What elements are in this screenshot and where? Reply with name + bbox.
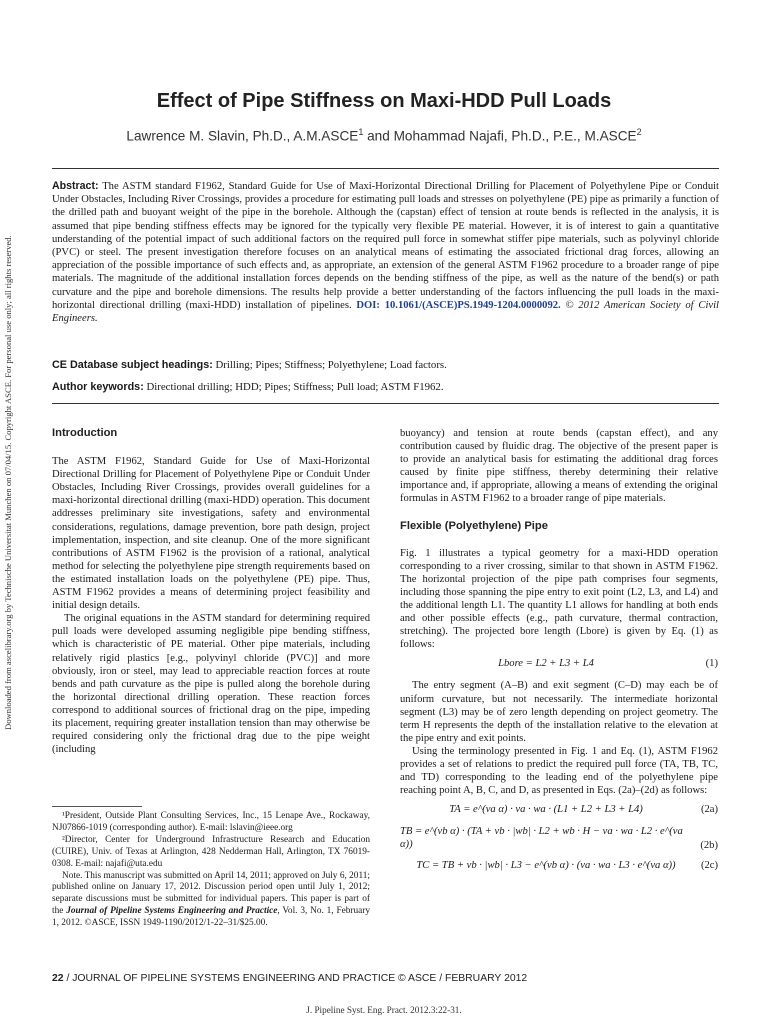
author-2-affiliation-mark: 2 xyxy=(636,127,642,137)
equation-2b-number: (2b) xyxy=(700,840,718,852)
equation-2c xyxy=(400,859,718,875)
paper-title: Effect of Pipe Stiffness on Maxi-HDD Pull Loads xyxy=(156,90,612,112)
left-column xyxy=(52,427,370,756)
author-keywords xyxy=(52,381,719,393)
page-footer xyxy=(52,973,719,984)
footnote-2: ²Director, Center for Underground Infrastructure Research and Education (CUIRE), Univ. of Texas at Arlington, 428 Nedderman Hall, Arlington, TX 76019-0308. E-mail: najafi@uta.edu xyxy=(52,834,370,869)
author-keywords-label: Author keywords: xyxy=(52,381,144,393)
right-column xyxy=(400,427,718,881)
page-number: 22 xyxy=(52,973,64,984)
intro-paragraph-1: The ASTM F1962, Standard Guide for Use of Maxi-Horizontal Directional Drilling for Placement of Polyethylene Pipe or Conduit Under Obstacles, Including River Crossings, provides overall guidelines for a maxi-horizontal directional drilling (maxi-HDD) operation. This document addresses preliminary site investigations, safety and environmental considerations, regulations, damage prevention, bore path design, project implementation, inspection, and site cleanup. One of the more significant contributions of ASTM F1962 is the provision of a rational, analytical method for selecting the polyethylene pipe strength requirements based on the estimated installation loads on the polyethylene (PE) pipe. Thus, ASTM F1962 provides a means of determining project feasibility and initial design details. xyxy=(52,456,370,612)
abstract xyxy=(52,180,719,325)
top-rule xyxy=(52,168,719,169)
author-2: Mohammad Najafi, Ph.D., P.E., M.ASCE xyxy=(393,128,637,144)
right-paragraph-2: The entry segment (A–B) and exit segment (C–D) may each be of uniform curvature, but not necessarily. The intermediate horizontal segment (L3) may be of zero length depending on project geometry. The term H represents the depth of the installation relative to the elevation at the pipe entry and exit points. xyxy=(400,680,718,744)
citation-line: J. Pipeline Syst. Eng. Pract. 2012.3:22-31. xyxy=(306,1005,462,1015)
equation-1-number: (1) xyxy=(705,658,718,670)
abstract-copyright: © 2012 American Society of Civil Engineers. xyxy=(52,299,719,325)
equation-2a xyxy=(400,803,718,819)
manuscript-note xyxy=(52,871,370,931)
flexible-pipe-heading: Flexible (Polyethylene) Pipe xyxy=(400,519,548,532)
ce-headings-label: CE Database subject headings: xyxy=(52,359,213,371)
equation-1 xyxy=(400,657,718,673)
equation-2c-expression: TC = TB + νb · |wb| · L3 − e^(νb α) · (νa · wa · L3 · e^(νa α)) xyxy=(416,860,676,872)
equation-2a-expression: TA = e^(νa α) · νa · wa · (L1 + L2 + L3 + L4) xyxy=(449,804,643,816)
abstract-label: Abstract: xyxy=(52,180,99,192)
author-keywords-text: Directional drilling; HDD; Pipes; Stiffness; Pull load; ASTM F1962. xyxy=(143,381,444,393)
equation-2a-number: (2a) xyxy=(700,804,718,816)
equation-2c-number: (2c) xyxy=(700,860,718,872)
doi-link[interactable]: DOI: 10.1061/(ASCE)PS.1949-1204.0000092. xyxy=(356,299,561,311)
intro-paragraph-2: The original equations in the ASTM standard for determining required pull loads were developed assuming negligible pipe bending stiffness, which is characteristic of PE material. Other pipe materials, including relatively rigid plastics [e.g., polyvinyl chloride (PVC)] and more obviously, iron or steel, may lead to appreciable reaction forces at route bends and path curvature as the pipe is pulled along the borehole during the horizontal directional drilling operation. These reaction forces correspond to additional sources of frictional drag on the pipe, impeding its placement, requiring greater installation tension than may otherwise be required considering only the frictional drag due to the pipe weight (including xyxy=(52,613,370,756)
equation-2b xyxy=(400,825,718,853)
equation-1-expression: Lbore = L2 + L3 + L4 xyxy=(498,658,594,670)
author-line xyxy=(0,127,768,144)
abstract-bottom-rule xyxy=(52,403,719,404)
journal-name: Journal of Pipeline Systems Engineering and Practice xyxy=(66,906,278,917)
author-separator: and xyxy=(363,128,394,144)
journal-footer-text: / JOURNAL OF PIPELINE SYSTEMS ENGINEERING AND PRACTICE © ASCE / FEBRUARY 2012 xyxy=(63,973,528,984)
footnotes xyxy=(52,811,370,930)
footnote-1: ¹President, Outside Plant Consulting Services, Inc., 15 Lenape Ave., Rockaway, NJ07866-1019 (corresponding author). E-mail: lslavin@ieee.org xyxy=(52,811,370,833)
footnote-rule xyxy=(52,806,142,807)
download-notice xyxy=(3,210,17,730)
author-1-affiliation-mark: 1 xyxy=(358,127,364,137)
note-part-a: Note. This manuscript was submitted on April 14, 2011; approved on July 6, 2011; published online on January 17, 2012. Discussion period open until July 1, 2012; separate discussions must be submitted for individual papers. This paper is part of the xyxy=(52,870,370,917)
introduction-heading: Introduction xyxy=(52,427,118,439)
equation-2b-expression: TB = e^(νb α) · (TA + νb · |wb| · L2 + wb · H − νa · wa · L2 · e^(νa α)) xyxy=(400,826,683,851)
right-paragraph-1: Fig. 1 illustrates a typical geometry for a maxi-HDD operation corresponding to a river crossing, similar to that shown in ASTM F1962. The horizontal projection of the pipe path comprises four segments, including those spanning the pipe entry to exit point (L2, L3, and L4) and the additional length L1. The quantity L1 allows for handling at both ends and other possible effects (e.g., path curvature, thermal contraction, stretching). The projected bore length (Lbore) is given by Eq. (1) as follows: xyxy=(400,547,718,651)
author-1: Lawrence M. Slavin, Ph.D., A.M.ASCE xyxy=(126,128,359,144)
note-part-b: , Vol. 3, No. 1, February 1, 2012. ©ASCE, ISSN 1949-1190/2012/1-22–31/$25.00. xyxy=(52,906,371,929)
ce-subject-headings xyxy=(52,359,719,371)
ce-headings-text: Drilling; Pipes; Stiffness; Polyethylene; Load factors. xyxy=(212,359,447,371)
right-paragraph-3: Using the terminology presented in Fig. 1 and Eq. (1), ASTM F1962 provides a set of relations to predict the required pull force (TA, TB, TC, and TD) corresponding to the leading end of the polyethylene pipe reaching point A, B, C, and D, as presented in Eqs. (2a)–(2d) as follows: xyxy=(400,745,718,797)
right-paragraph-0: buoyancy) and tension at route bends (capstan effect), and any contribution caused by fluidic drag. The objective of the present paper is to provide an analytical basis for estimating the additional drag forces caused by finite pipe stiffness, thereby determining their relative importance and, if appropriate, allowing a means of extending the original formulas in ASTM F1962 to a broader range of pipe materials. xyxy=(400,428,718,505)
abstract-text: The ASTM standard F1962, Standard Guide for Use of Maxi-Horizontal Directional Drilling for Placement of Polyethylene Pipe or Conduit Under Obstacles, Including River Crossings, provides a procedure for estimating pull loads and stresses on polyethylene (PE) pipe as primarily a function of the drilled path and buoyant weight of the pipe in the borehole. Although the (capstan) effect of tension at route bends is reflected in the analysis, it is assumed that pipe bending stiffness effects may be ignored for the typically very flexible PE material. However, it is of interest to gain a quantitative understanding of the potential impact of such additional factors on the required pull force in somewhat stiffer pipe materials, such as polyvinyl chloride (PVC) or steel. The present investigation therefore focuses on an analytical means of estimating the associated frictional drag forces, allowing an appreciation of the possible importance of such effects and, as appropriate, an extension of the general ASTM F1962 procedure to a broader range of pipe materials. The magnitude of the additional installation forces depends on the bending stiffness of the pipe, as well as the nature of the bend(s) or path curvature and the pipe and borehole dimensions. The results help provide a better understanding of the factors influencing the pull loads in the maxi-horizontal directional drilling (maxi-HDD) installation of pipelines. xyxy=(52,181,719,311)
download-notice-text: Downloaded from ascelibrary.org by Technische Universitat Munchen on 07/04/15. Copyright ASCE. For personal use only; all rights reserved. xyxy=(3,235,13,730)
